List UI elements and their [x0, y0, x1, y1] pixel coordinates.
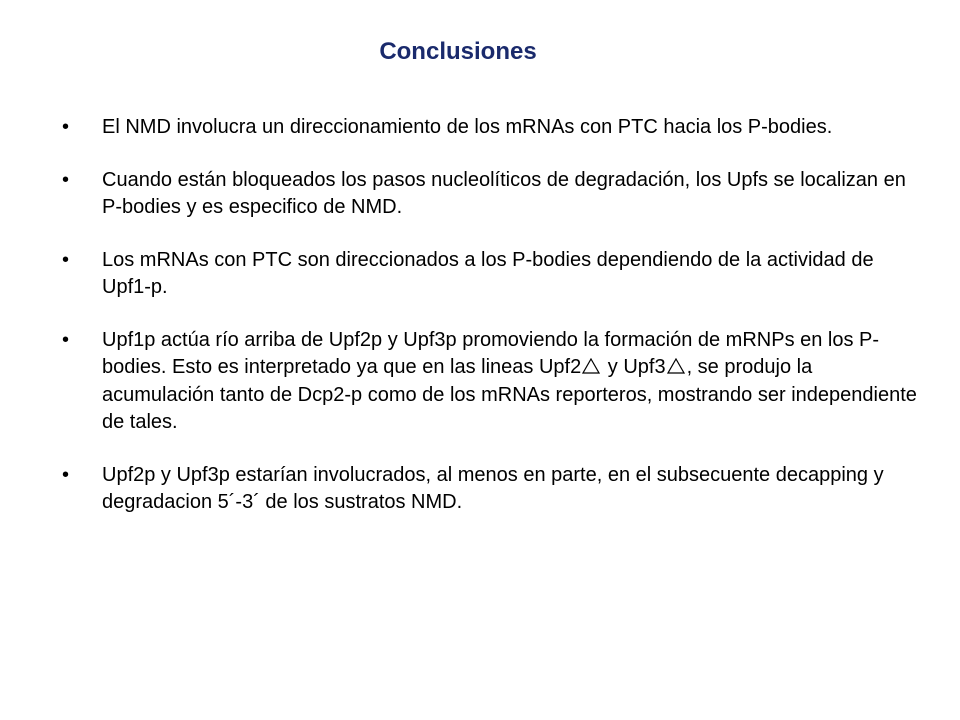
delta-triangle-icon — [582, 355, 600, 382]
bullet-text: El NMD involucra un direccionamiento de los mRNAs con PTC hacia los P-bodies. — [102, 116, 833, 138]
delta-triangle-icon — [667, 355, 685, 382]
bullet-item — [62, 247, 920, 301]
bullet-item — [62, 327, 920, 436]
slide-title: Conclusiones — [379, 38, 537, 65]
bullet-text: Los mRNAs con PTC son direccionados a los P-bodies dependiendo de la actividad de Upf1-p. — [102, 249, 874, 298]
bullet-text: Cuando están bloqueados los pasos nucleolíticos de degradación, los Upfs se localizan en P-bodies y es especifico de NMD. — [102, 169, 906, 218]
bullet-item — [62, 462, 920, 516]
bullet-marker: • — [62, 116, 70, 138]
bullet-item — [62, 167, 920, 221]
bullet-marker: • — [62, 169, 70, 191]
bullet-marker: • — [62, 249, 70, 271]
bullet-text-part: Upf1p actúa río arriba de Upf2p y Upf3p promoviendo la formación de mRNPs en los P-bodies. Esto es interpretado ya que en las lineas Upf2 — [102, 329, 880, 378]
bullet-marker: • — [62, 464, 70, 486]
bullet-text-part: , se produjo la acumulación tanto de Dcp2-p como de los mRNAs reporteros, mostrando ser independiente de tales. — [102, 356, 917, 433]
bullet-item — [62, 114, 920, 141]
bullet-text: Upf2p y Upf3p estarían involucrados, al menos en parte, en el subsecuente decapping y degradacion 5´-3´ de los sustratos NMD. — [102, 464, 884, 513]
bullet-text-part: y Upf3 — [602, 356, 666, 378]
conclusions-list — [62, 114, 920, 542]
bullet-marker: • — [62, 329, 70, 351]
